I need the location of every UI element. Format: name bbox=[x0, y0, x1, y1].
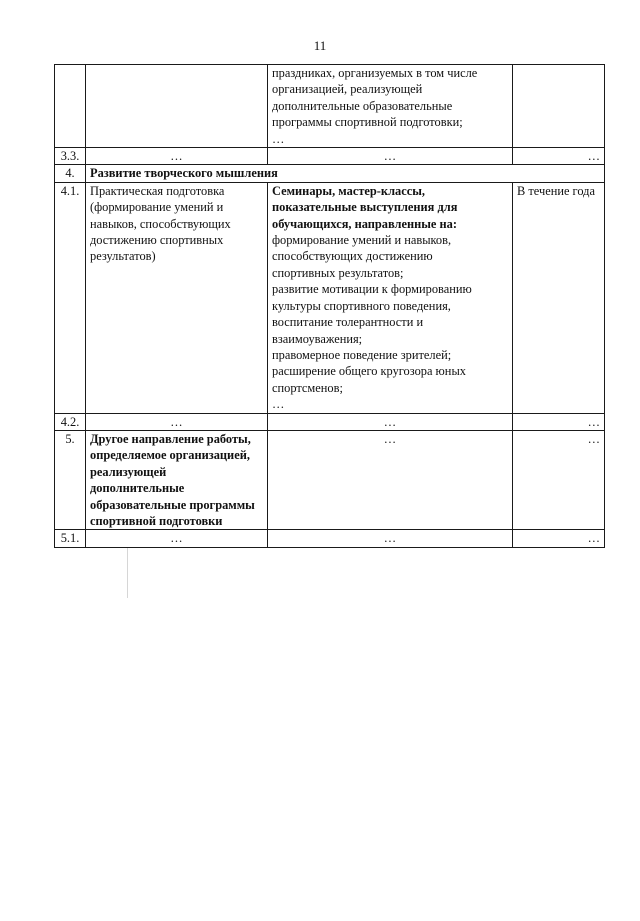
cell-form bbox=[86, 65, 268, 148]
form-line: определяемое организацией, bbox=[90, 448, 250, 463]
scan-artifact bbox=[127, 548, 128, 598]
content-heading-line: Семинары, мастер-классы, bbox=[272, 183, 425, 198]
cell-number bbox=[55, 65, 86, 148]
cell-term: … bbox=[513, 530, 605, 547]
plan-table bbox=[54, 64, 605, 548]
table-row-4-1 bbox=[55, 182, 605, 413]
content-line: культуры спортивного поведения, bbox=[272, 298, 451, 313]
cell-term: … bbox=[513, 148, 605, 165]
cell-number: 4.2. bbox=[55, 413, 86, 430]
cell-term: … bbox=[513, 430, 605, 529]
content-line: способствующих достижению bbox=[272, 249, 433, 264]
content-line: … bbox=[272, 397, 285, 412]
content-line: взаимоуважения; bbox=[272, 331, 363, 346]
page-number: 11 bbox=[313, 38, 327, 53]
form-line: навыков, способствующих bbox=[90, 216, 231, 231]
cell-form: … bbox=[86, 413, 268, 430]
content-line: организацией, реализующей bbox=[272, 82, 423, 97]
content-line: развитие мотивации к формированию bbox=[272, 282, 472, 297]
cell-content: … bbox=[268, 413, 513, 430]
content-line: спортивных результатов; bbox=[272, 265, 404, 280]
form-line: реализующей bbox=[90, 464, 167, 479]
content-line: программы спортивной подготовки; bbox=[272, 115, 463, 130]
cell-content bbox=[268, 182, 513, 413]
content-line: формирование умений и навыков, bbox=[272, 233, 452, 248]
form-line: дополнительные bbox=[90, 481, 185, 496]
content-line: праздниках, организуемых в том числе bbox=[272, 66, 478, 80]
cell-content: … bbox=[268, 148, 513, 165]
table-row-continuation bbox=[55, 65, 605, 148]
table-row-5-1 bbox=[55, 530, 605, 547]
content-heading-line: показательные выступления для bbox=[272, 200, 458, 215]
cell-content bbox=[268, 65, 513, 148]
cell-term: В течение года bbox=[513, 182, 605, 413]
cell-form: … bbox=[86, 148, 268, 165]
cell-content: … bbox=[268, 430, 513, 529]
content-line: правомерное поведение зрителей; bbox=[272, 347, 452, 362]
form-line: Другое направление работы, bbox=[90, 431, 251, 446]
content-line: дополнительные образовательные bbox=[272, 98, 453, 113]
cell-number: 4. bbox=[55, 165, 86, 182]
content-heading-line: обучающихся, направленные на: bbox=[272, 216, 457, 231]
cell-number: 5.1. bbox=[55, 530, 86, 547]
section-title: Развитие творческого мышления bbox=[86, 165, 605, 182]
form-line: (формирование умений и bbox=[90, 200, 224, 215]
cell-number: 4.1. bbox=[55, 182, 86, 413]
form-line: Практическая подготовка bbox=[90, 183, 225, 198]
content-line: расширение общего кругозора юных bbox=[272, 364, 466, 379]
cell-form bbox=[86, 182, 268, 413]
table-row-3-3 bbox=[55, 148, 605, 165]
content-line: … bbox=[272, 131, 285, 146]
table-row-5 bbox=[55, 430, 605, 529]
cell-content: … bbox=[268, 530, 513, 547]
form-line: спортивной подготовки bbox=[90, 513, 223, 528]
form-line: образовательные программы bbox=[90, 497, 255, 512]
content-line: спортсменов; bbox=[272, 380, 343, 395]
form-line: достижению спортивных bbox=[90, 233, 224, 248]
cell-term bbox=[513, 65, 605, 148]
cell-form: … bbox=[86, 530, 268, 547]
cell-term: … bbox=[513, 413, 605, 430]
cell-number: 3.3. bbox=[55, 148, 86, 165]
table-row-4-2 bbox=[55, 413, 605, 430]
form-line: результатов) bbox=[90, 249, 156, 264]
table-row-section-4 bbox=[55, 165, 605, 182]
cell-number: 5. bbox=[55, 430, 86, 529]
content-line: воспитание толерантности и bbox=[272, 315, 424, 330]
cell-form bbox=[86, 430, 268, 529]
